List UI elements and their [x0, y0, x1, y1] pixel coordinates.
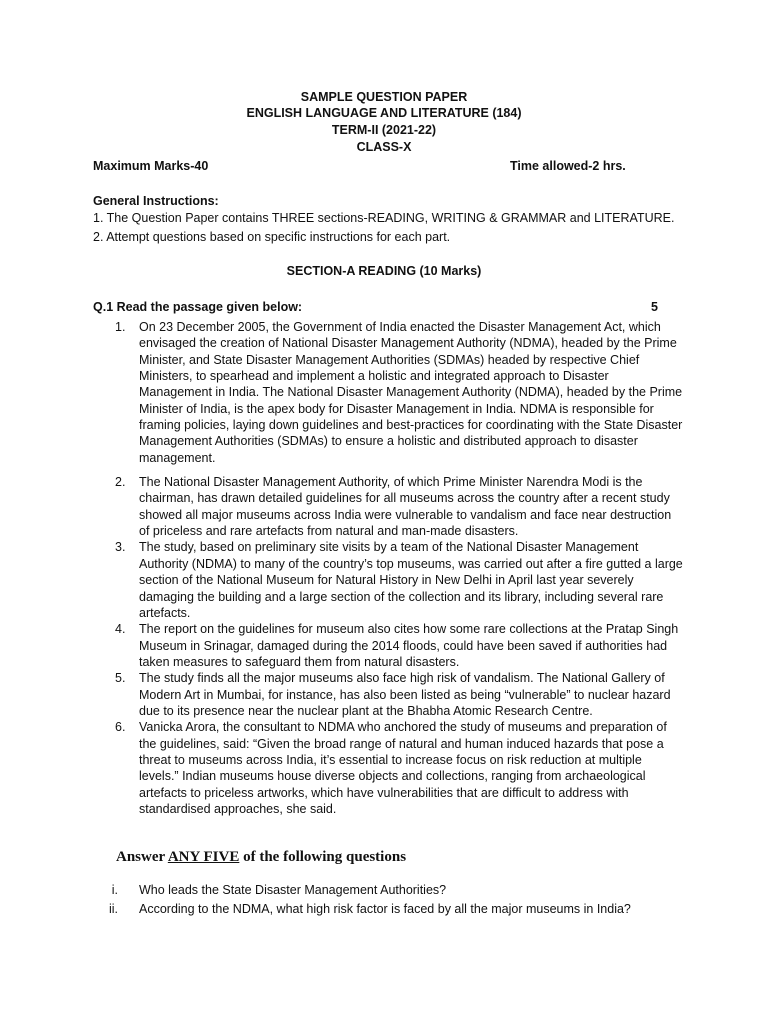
- paragraph-text: The study, based on preliminary site visits by a team of the National Disaster Management Authority (NDMA) to many of the country’s top museums, was carried out after a fire gutted a large section of the National Museum for Natural History in New Delhi in April last year severely damaging the building and a large section of the collection and its library, including several rare artefacts.: [139, 540, 683, 620]
- class-title: CLASS-X: [356, 140, 412, 154]
- subquestion-text: According to the NDMA, what high risk factor is faced by all the major museums in India?: [139, 902, 631, 916]
- time-allowed: Time allowed-2 hrs.: [510, 159, 626, 173]
- question-marks: 5: [651, 300, 658, 314]
- term-title: TERM-II (2021-22): [331, 123, 437, 137]
- paragraph-number: 1.: [115, 320, 126, 334]
- answer-emphasis: ANY FIVE: [167, 849, 240, 865]
- instruction-item: 2. Attempt questions based on specific instructions for each part.: [93, 230, 451, 244]
- paragraph-number: 3.: [115, 540, 126, 555]
- paper-title: SAMPLE QUESTION PAPER: [300, 90, 468, 104]
- paragraph-text: The report on the guidelines for museum also cites how some rare collections at the Pratap Singh Museum in Srinagar, damaged during the 2014 floods, could have been saved if authorities had taken measures to safeguard them from natural disasters.: [139, 622, 679, 669]
- passage-paragraph: [115, 719, 684, 817]
- answer-suffix: of the following questions: [239, 849, 407, 865]
- instructions-heading: General Instructions:: [93, 194, 219, 208]
- paragraph-text: The study finds all the major museums also face high risk of vandalism. The National Gallery of Modern Art in Mumbai, for instance, has also been listed as being “vulnerable” to nuclear hazard due to its presence near the nuclear plant at the Bhabha Atomic Research Centre.: [139, 671, 671, 718]
- subquestion-text: Who leads the State Disaster Management Authorities?: [139, 883, 447, 897]
- paragraph-number: 6.: [115, 720, 126, 735]
- paragraph-text: Vanicka Arora, the consultant to NDMA who anchored the study of museums and preparation of the guidelines, said: “Given the broad range of natural and human induced hazards that pose a threat to museums across India, it’s essential to increase focus on risk reduction at multiple levels.” Indian museums house diverse objects and collections, ranging from archaeological artefacts to priceless artworks, which have vulnerabilities that are difficult to address with standardised approaches, she said.: [139, 720, 667, 816]
- answer-prefix: Answer: [116, 849, 168, 865]
- section-title: SECTION-A READING (10 Marks): [286, 264, 482, 278]
- passage-paragraph: [115, 539, 684, 621]
- paragraph-number: 5.: [115, 671, 126, 686]
- paragraph-number: 2.: [115, 475, 126, 490]
- instruction-item: 1. The Question Paper contains THREE sections-READING, WRITING & GRAMMAR and LITERATURE.: [93, 211, 675, 225]
- passage-paragraph: [115, 670, 684, 719]
- paragraph-text: On 23 December 2005, the Government of India enacted the Disaster Management Act, which envisaged the creation of National Disaster Management Authority (NDMA), headed by the Prime Minister, and State Disaster Management Authorities (SDMAs) headed by respective Chief Ministers, to spearhead and implement a holistic and integrated approach to Disaster Management in India. The National Disaster Management Authority (NDMA), headed by the Prime Minister of India, is the apex body for Disaster Management in India. NDMA is responsible for framing policies, laying down guidelines and best-practices for coordinating with the State Disaster Management Authorities (SDMAs) to ensure a holistic and distributed approach to disaster management.: [139, 320, 683, 465]
- subquestion-number: i.: [111, 883, 118, 897]
- passage-paragraph: [115, 474, 684, 539]
- paragraph-text: The National Disaster Management Authority, of which Prime Minister Narendra Modi is the chairman, has drawn detailed guidelines for all museums across the country after a recent study showed all major museums across India were vulnerable to vandalism and face near destruction of priceless and rare artefacts from natural and man-made disasters.: [139, 475, 672, 539]
- subject-title: ENGLISH LANGUAGE AND LITERATURE (184): [246, 106, 522, 120]
- paragraph-number: 4.: [115, 622, 126, 637]
- passage: [115, 319, 684, 817]
- passage-paragraph: [115, 621, 684, 670]
- maximum-marks: Maximum Marks-40: [93, 159, 209, 173]
- answer-instruction: [116, 849, 406, 866]
- question-label: Q.1 Read the passage given below:: [93, 300, 303, 314]
- passage-paragraph: [115, 319, 684, 466]
- subquestion-number: ii.: [108, 902, 118, 916]
